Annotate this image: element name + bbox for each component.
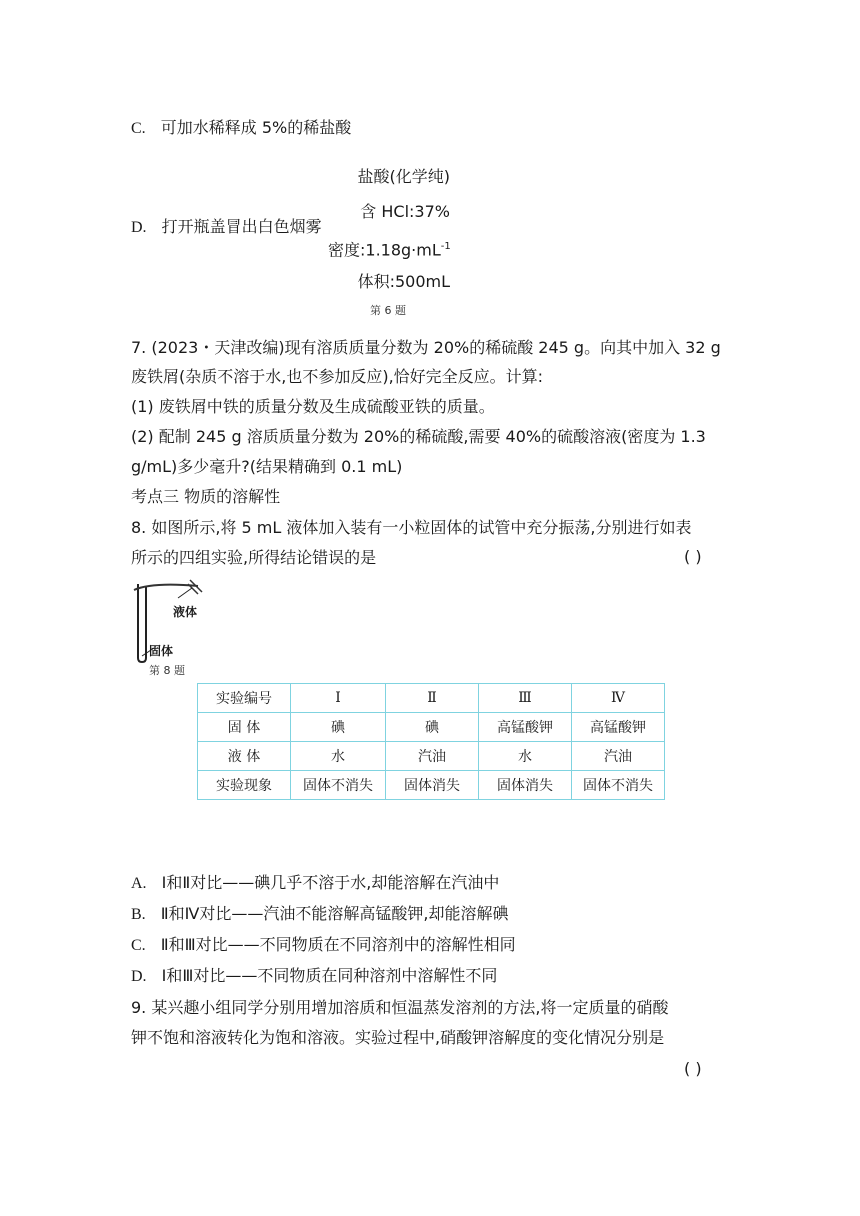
- q9-line-1: 9. 某兴趣小组同学分别用增加溶质和恒温蒸发溶剂的方法,将一定质量的硝酸: [131, 998, 669, 1017]
- answer-blank: ( ): [684, 1059, 702, 1078]
- table-cell: 固 体: [198, 713, 291, 742]
- figure-caption: 第 6 题: [370, 304, 406, 317]
- answer-blank: ( ): [684, 547, 702, 566]
- q7-line-2: 废铁屑(杂质不溶于水,也不参加反应),恰好完全反应。计算:: [131, 367, 544, 386]
- test-tube-icon: [138, 584, 146, 662]
- table-cell: 固体消失: [386, 771, 479, 800]
- option-letter: C.: [131, 937, 146, 954]
- option-text: Ⅰ和Ⅱ对比——碘几乎不溶于水,却能溶解在汽油中: [161, 873, 500, 892]
- q8-option-c: [131, 934, 516, 957]
- q8-option-a: [131, 872, 499, 895]
- table-header-cell: Ⅱ: [386, 684, 479, 713]
- section-heading: 考点三 物质的溶解性: [131, 487, 281, 506]
- q7-line-5: g/mL)多少毫升?(结果精确到 0.1 mL): [131, 457, 403, 476]
- option-text: 可加水稀释成 5%的稀盐酸: [160, 118, 352, 137]
- table-row: [198, 742, 665, 771]
- table-cell: 水: [479, 742, 572, 771]
- table-row: [198, 713, 665, 742]
- q8-option-d: [131, 965, 497, 988]
- q8-line-1: 8. 如图所示,将 5 mL 液体加入装有一小粒固体的试管中充分振荡,分别进行如表: [131, 518, 692, 537]
- option-letter: D.: [131, 968, 147, 985]
- table-cell: 水: [291, 742, 386, 771]
- option-text: 打开瓶盖冒出白色烟雾: [161, 217, 322, 236]
- table-header-cell: Ⅳ: [572, 684, 665, 713]
- option-text: Ⅰ和Ⅲ对比——不同物质在同种溶剂中溶解性不同: [161, 966, 498, 985]
- dropper-icon: [134, 585, 198, 590]
- table-cell: 汽油: [386, 742, 479, 771]
- table-cell: 固体消失: [479, 771, 572, 800]
- reagent-label: [328, 166, 450, 306]
- q7-line-4: (2) 配制 245 g 溶质质量分数为 20%的稀硫酸,需要 40%的硫酸溶液(密度为 1.3: [131, 427, 706, 446]
- q8-line-2: 所示的四组实验,所得结论错误的是: [131, 548, 377, 567]
- q9-line-2: 钾不饱和溶液转化为饱和溶液。实验过程中,硝酸钾溶解度的变化情况分别是: [131, 1028, 665, 1047]
- q7-line-1: 7. (2023・天津改编)现有溶质质量分数为 20%的稀硫酸 245 g。向其中加入 32 g: [131, 338, 721, 357]
- option-letter: D.: [131, 219, 147, 236]
- table-cell: 液 体: [198, 742, 291, 771]
- reagent-density: 密度$:1.18g\cdot mL^{-1}$: [328, 240, 451, 260]
- q6-option-d: [131, 216, 322, 239]
- table-cell: 碘: [291, 713, 386, 742]
- solid-label: 固体: [149, 644, 174, 658]
- table-cell: 汽油: [572, 742, 665, 771]
- option-letter: A.: [131, 875, 147, 892]
- table-cell: 高锰酸钾: [479, 713, 572, 742]
- reagent-name: 盐酸(化学纯): [357, 167, 450, 186]
- table-header-cell: Ⅰ: [291, 684, 386, 713]
- table-cell: 实验现象: [198, 771, 291, 800]
- table-row: [198, 771, 665, 800]
- q7-line-3: (1) 废铁屑中铁的质量分数及生成硫酸亚铁的质量。: [131, 397, 495, 416]
- table-header-cell: 实验编号: [198, 684, 291, 713]
- figure-caption: 第 8 题: [149, 664, 185, 677]
- q8-option-b: [131, 903, 509, 926]
- option-letter: B.: [131, 906, 146, 923]
- reagent-content: 含 HCl:37%: [360, 202, 450, 221]
- option-text: Ⅱ和Ⅳ对比——汽油不能溶解高锰酸钾,却能溶解碘: [160, 904, 509, 923]
- table-cell: 碘: [386, 713, 479, 742]
- liquid-label: 液体: [173, 605, 198, 619]
- q6-option-c: [131, 117, 351, 140]
- option-text: Ⅱ和Ⅲ对比——不同物质在不同溶剂中的溶解性相同: [160, 935, 516, 954]
- table-cell: 固体不消失: [291, 771, 386, 800]
- table-header-cell: Ⅲ: [479, 684, 572, 713]
- table-header-row: [198, 684, 665, 713]
- table-cell: 高锰酸钾: [572, 713, 665, 742]
- experiment-table: [197, 683, 665, 800]
- option-letter: C.: [131, 120, 146, 137]
- table-cell: 固体不消失: [572, 771, 665, 800]
- reagent-volume: 体积:500mL: [357, 272, 450, 291]
